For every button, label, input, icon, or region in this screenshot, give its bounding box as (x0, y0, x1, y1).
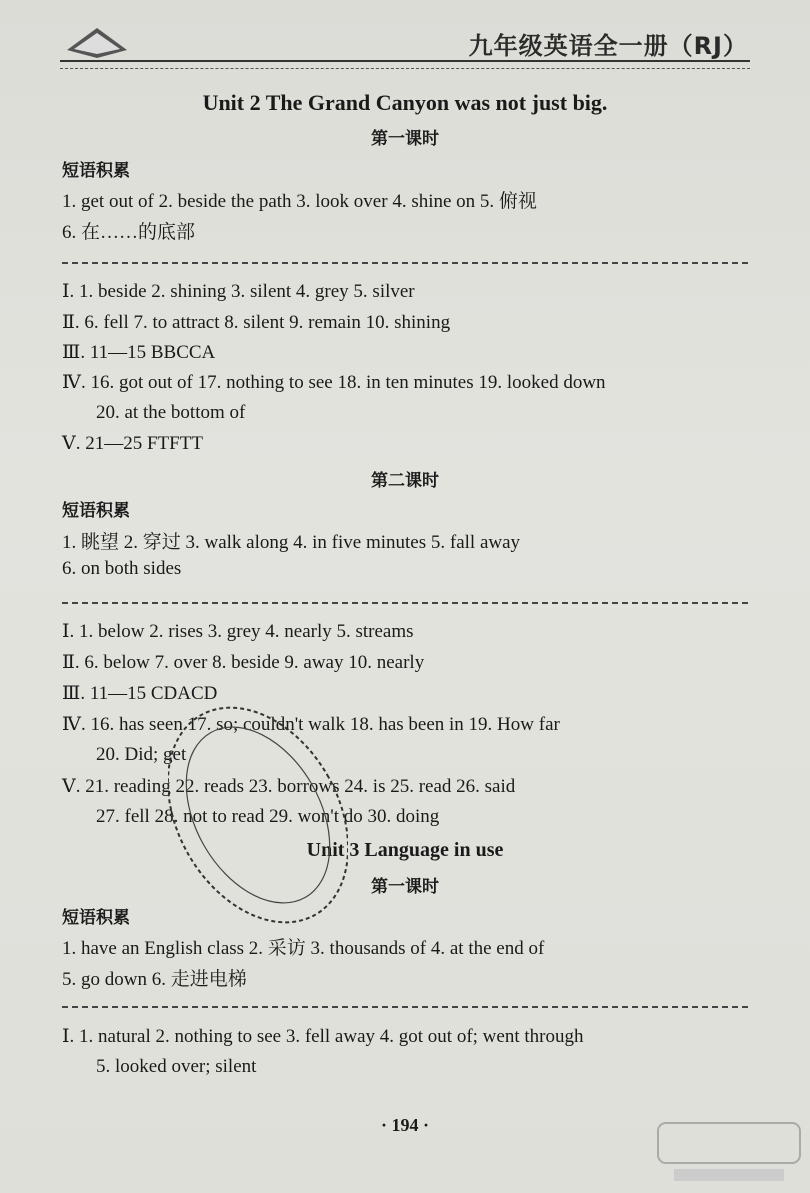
page-header (0, 0, 810, 70)
unit2-lesson2-ex3: Ⅲ. 11—15 CDACD (62, 683, 218, 704)
unit2-lesson2-ex2: Ⅱ. 6. below 7. over 8. beside 9. away 10. nearly (62, 652, 425, 673)
unit2-lesson1-ex5: Ⅴ. 21—25 FTFTT (62, 433, 203, 454)
page-number: · 194 · (380, 1115, 429, 1135)
unit2-lesson2-ex1: Ⅰ. 1. below 2. rises 3. grey 4. nearly 5. streams (62, 621, 414, 642)
unit2-lesson1-ex2: Ⅱ. 6. fell 7. to attract 8. silent 9. remain 10. shining (62, 312, 451, 333)
unit3-lesson1-ex1b: 5. looked over; silent (96, 1056, 257, 1077)
unit2-lesson2-ex4a: Ⅳ. 16. has seen 17. so; couldn't walk 18. has been in 19. How far (62, 714, 560, 735)
unit2-lesson1-ex1: Ⅰ. 1. beside 2. shining 3. silent 4. grey 5. silver (62, 281, 415, 302)
unit2-title: Unit 2 The Grand Canyon was not just big. (202, 90, 608, 115)
unit2-lesson1-ex3: Ⅲ. 11—15 BBCCA (62, 342, 216, 363)
unit3-title: Unit 3 Language in use (306, 839, 504, 861)
header-title: 九年级英语全一册（RJ） (468, 32, 748, 60)
unit2-lesson1-ex4b: 20. at the bottom of (96, 402, 246, 423)
unit2-lesson1-phrase-line2: 6. 在……的底部 (62, 222, 196, 243)
divider (62, 262, 748, 264)
unit2-lesson2-phrase-line2: 6. on both sides (62, 558, 182, 579)
unit2-lesson1-ex4a: Ⅳ. 16. got out of 17. nothing to see 18. in ten minutes 19. looked down (62, 372, 606, 393)
divider (62, 602, 748, 604)
unit2-lesson1-phrases-label: 短语积累 (62, 161, 130, 181)
unit2-lesson2-phrase-line1: 1. 眺望 2. 穿过 3. walk along 4. in five minutes 5. fall away (62, 532, 521, 553)
unit3-lesson1-heading: 第一课时 (371, 877, 439, 897)
unit3-lesson1-phrases-label: 短语积累 (62, 908, 130, 928)
unit3-lesson1-phrase-line1: 1. have an English class 2. 采访 3. thousands of 4. at the end of (62, 938, 545, 959)
unit2-lesson2-ex5a: Ⅴ. 21. reading 22. reads 23. borrows 24. is 25. read 26. said (62, 776, 516, 797)
watermark-logo-icon (654, 1117, 804, 1187)
unit2-lesson2-phrases-label: 短语积累 (62, 501, 130, 521)
watermark-stamp-icon (168, 690, 348, 940)
unit2-lesson2-heading: 第二课时 (371, 471, 439, 491)
unit3-lesson1-phrase-line2: 5. go down 6. 走进电梯 (62, 969, 247, 990)
unit2-lesson2-ex5b: 27. fell 28. not to read 29. won't do 30. doing (96, 806, 440, 827)
unit2-lesson1-heading: 第一课时 (371, 129, 439, 149)
divider (62, 1006, 748, 1008)
unit2-lesson2-ex4b: 20. Did; get (96, 744, 187, 765)
header-rule (60, 60, 750, 69)
unit2-lesson1-phrase-line1: 1. get out of 2. beside the path 3. look over 4. shine on 5. 俯视 (62, 191, 537, 212)
unit3-lesson1-ex1a: Ⅰ. 1. natural 2. nothing to see 3. fell away 4. got out of; went through (62, 1026, 584, 1047)
book-logo-icon (62, 20, 132, 60)
